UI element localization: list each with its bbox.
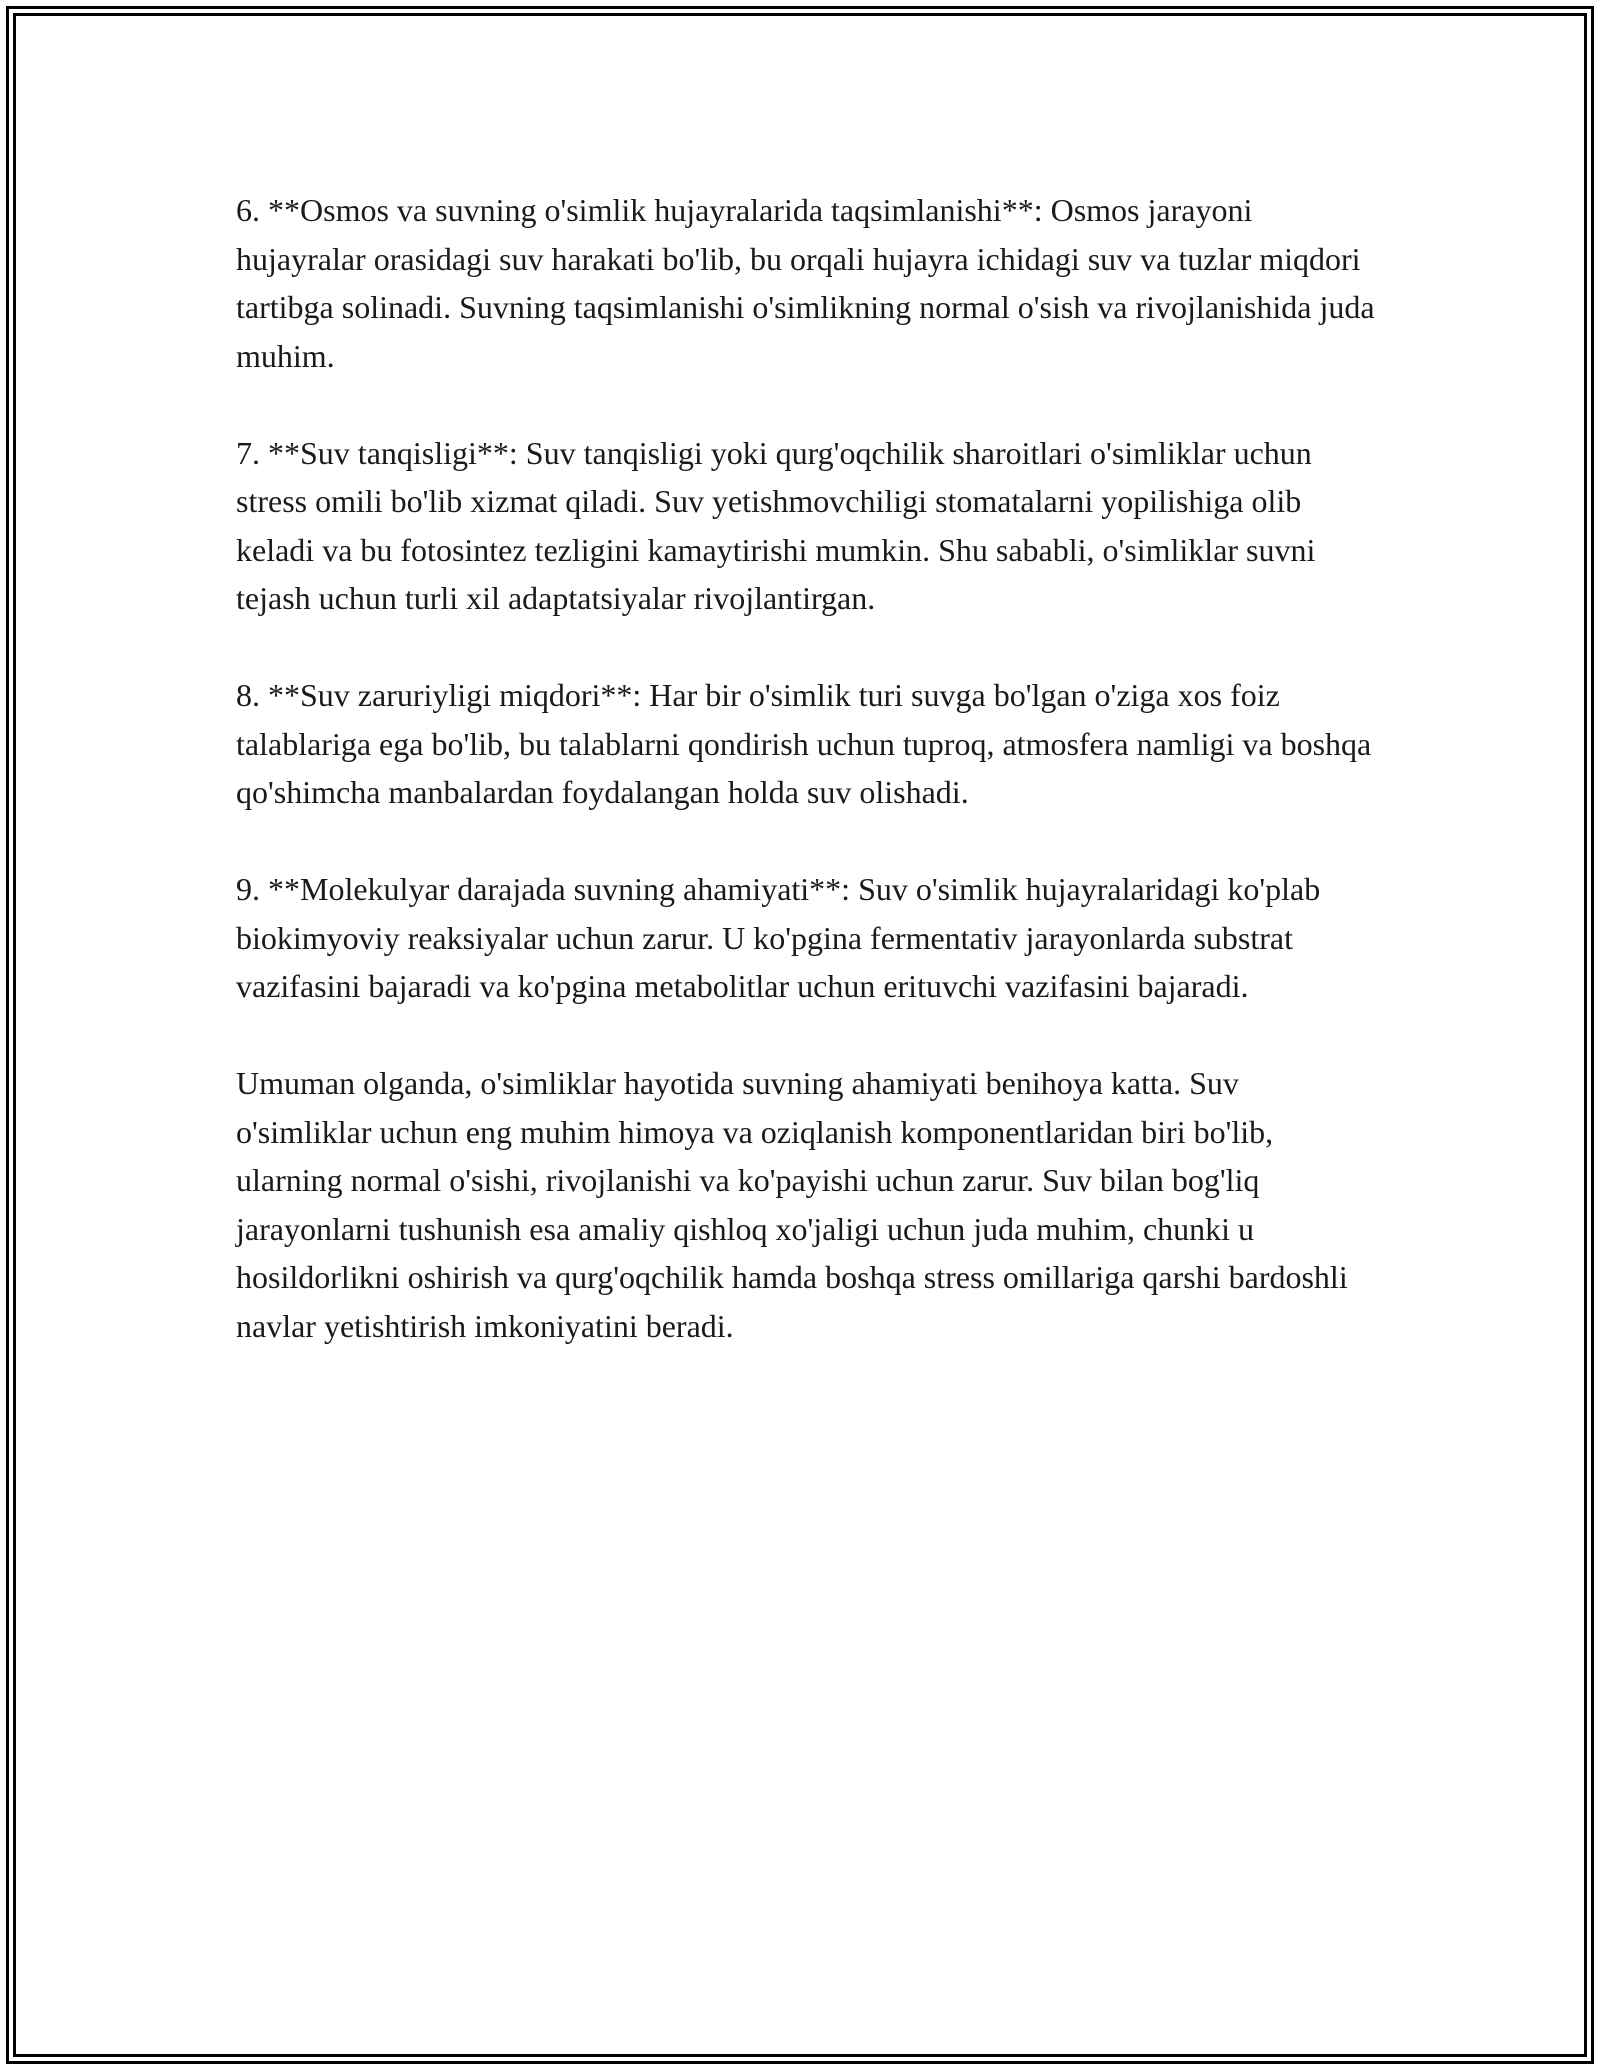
paragraph-osmosis: 6. **Osmos va suvning o'simlik hujayralarida taqsimlanishi**: Osmos jarayoni hujayralar orasidagi suv harakati bo'lib, bu orqali hujayra ichidagi suv va tuzlar miqdori tartibga solinadi. Suvning taqsimlanishi o'simlikning normal o'sish va rivojlanishida juda muhim. xyxy=(236,192,1375,374)
paragraph-water-requirement: 8. **Suv zaruriyligi miqdori**: Har bir o'simlik turi suvga bo'lgan o'ziga xos foiz talablariga ega bo'lib, bu talablarni qondirish uchun tuproq, atmosfera namligi va boshqa qo'shimcha manbalardan foydalangan holda suv olishadi. xyxy=(236,677,1372,810)
paragraph-water-deficit: 7. **Suv tanqisligi**: Suv tanqisligi yoki qurg'oqchilik sharoitlari o'simliklar uchun stress omili bo'lib xizmat qiladi. Suv yetishmovchiligi stomatalarni yopilishiga olib keladi va bu fotosintez tezligini kamaytirishi mumkin. Shu sababli, o'simliklar suvni tejash uchun turli xil adaptatsiyalar rivojlantirgan. xyxy=(236,434,1316,616)
document-body xyxy=(236,186,1376,1399)
paragraph-molecular-importance: 9. **Molekulyar darajada suvning ahamiyati**: Suv o'simlik hujayralaridagi ko'plab biokimyoviy reaksiyalar uchun zarur. U ko'pgina fermentativ jarayonlarda substrat vazifasini bajaradi va ko'pgina metabolitlar uchun erituvchi vazifasini bajaradi. xyxy=(236,871,1321,1004)
paragraph-conclusion: Umuman olganda, o'simliklar hayotida suvning ahamiyati benihoya katta. Suv o'simliklar uchun eng muhim himoya va oziqlanish komponentlaridan biri bo'lib, ularning normal o'sishi, rivojlanishi va ko'payishi uchun zarur. Suv bilan bog'liq jarayonlarni tushunish esa amaliy qishloq xo'jaligi uchun juda muhim, chunki u hosildorlikni oshirish va qurg'oqchilik hamda boshqa stress omillariga qarshi bardoshli navlar yetishtirish imkoniyatini beradi. xyxy=(236,1065,1348,1344)
